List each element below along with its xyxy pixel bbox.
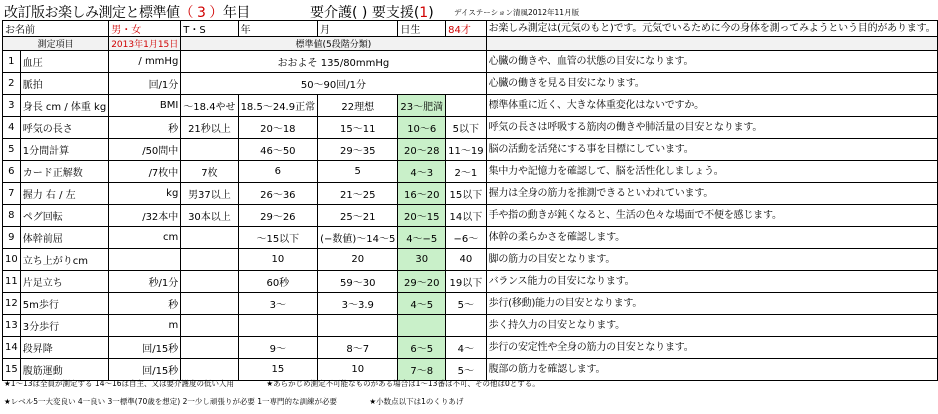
level-cell: 10 <box>238 249 318 271</box>
level-cell: 16〜20 <box>398 183 446 205</box>
level-cell <box>181 249 238 271</box>
level-cell: 7〜8 <box>398 359 446 381</box>
row-unit-field[interactable]: 回/1分 <box>109 73 181 95</box>
row-note: 集中力や記憶力を確認して、脳を活性化しましょう。 <box>486 161 938 183</box>
row-unit-field[interactable]: BMI <box>109 95 181 117</box>
row-note: 脳の活動を活発にする事を目標にしています。 <box>486 139 938 161</box>
row-note: 心臓の働きや、血管の状態の目安になります。 <box>486 51 938 73</box>
level-cell: 4〜5 <box>398 293 446 315</box>
row-note: 腹部の筋力を確認します。 <box>486 359 938 381</box>
level-cell: 6 <box>238 161 318 183</box>
page-title <box>4 2 250 22</box>
year-field[interactable]: 年 <box>238 21 318 37</box>
row-number: 9 <box>3 227 21 249</box>
row-unit-field[interactable] <box>109 249 181 271</box>
title-suffix: 年目 <box>222 5 250 21</box>
row-number: 11 <box>3 271 21 293</box>
note-header <box>486 37 938 51</box>
age-field[interactable]: 84才 <box>446 21 486 37</box>
row-note: 心臓の働きを見る目安になります。 <box>486 73 938 95</box>
row-item: 5m歩行 <box>20 293 108 315</box>
table-row <box>3 271 938 293</box>
level-cell: 23〜肥満 <box>398 95 446 117</box>
row-item: 血圧 <box>20 51 108 73</box>
standard-header: 標準値(5段階分類) <box>181 37 486 51</box>
table-row <box>3 249 938 271</box>
row-item: 体幹前屈 <box>20 227 108 249</box>
level-cell: 11〜19 <box>446 139 486 161</box>
level-cell: 30本以上 <box>181 205 238 227</box>
row-unit-field[interactable]: / mmHg <box>109 51 181 73</box>
item-col-header: 測定項目 <box>3 37 109 51</box>
level-cell: 20〜15 <box>398 205 446 227</box>
care-label: 要介護( ) <box>310 5 368 21</box>
era-field[interactable]: T・S <box>181 21 238 37</box>
row-note: 体幹の柔らかさを確認します。 <box>486 227 938 249</box>
row-number: 14 <box>3 337 21 359</box>
row-unit-field[interactable]: /32本中 <box>109 205 181 227</box>
row-item: 立ち上がりcm <box>20 249 108 271</box>
title-number: （ 3 ） <box>179 5 223 21</box>
footer-line2 <box>4 396 463 407</box>
row-note: 歩く持久力の目安となります。 <box>486 315 938 337</box>
support-close: ) <box>428 5 434 21</box>
level-cell <box>181 271 238 293</box>
level-cell: 40 <box>446 249 486 271</box>
level-cell <box>181 227 238 249</box>
row-item: ペグ回転 <box>20 205 108 227</box>
row-number: 8 <box>3 205 21 227</box>
level-cell: 5 <box>318 161 398 183</box>
level-cell <box>181 293 238 315</box>
row-note: 握力は全身の筋力を推測できるといわれています。 <box>486 183 938 205</box>
level-cell <box>181 337 238 359</box>
level-cell: 〜15以下 <box>238 227 318 249</box>
level-cell: 3〜3.9 <box>318 293 398 315</box>
row-unit-field[interactable]: cm <box>109 227 181 249</box>
row-item: 握力 右 / 左 <box>20 183 108 205</box>
row-item: カード正解数 <box>20 161 108 183</box>
table-row <box>3 161 938 183</box>
table-row <box>3 337 938 359</box>
table-row <box>3 117 938 139</box>
row-item: 片足立ち <box>20 271 108 293</box>
level-cell: 19以下 <box>446 271 486 293</box>
table-row <box>3 205 938 227</box>
support-number: 1 <box>419 5 429 21</box>
row-unit-field[interactable]: /7枚中 <box>109 161 181 183</box>
row-unit-field[interactable]: kg <box>109 183 181 205</box>
level-cell <box>181 139 238 161</box>
level-cell: 22理想 <box>318 95 398 117</box>
level-cell <box>446 95 486 117</box>
footer-line1 <box>4 378 540 389</box>
level-cell: 25〜21 <box>318 205 398 227</box>
row-note: 標準体重に近く、大きな体重変化はないですか。 <box>486 95 938 117</box>
row-number: 3 <box>3 95 21 117</box>
row-note: 歩行の安定性や全身の筋力の目安となります。 <box>486 337 938 359</box>
level-cell: 5〜 <box>446 293 486 315</box>
level-cell: 14以下 <box>446 205 486 227</box>
row-unit-field[interactable]: 回/15秒 <box>109 337 181 359</box>
level-cell: 15〜11 <box>318 117 398 139</box>
row-number: 15 <box>3 359 21 381</box>
row-unit-field[interactable]: 秒 <box>109 293 181 315</box>
level-cell <box>398 315 446 337</box>
level-cell: 4〜3 <box>398 161 446 183</box>
row-item: 3分歩行 <box>20 315 108 337</box>
footer-note1: ★1〜13は全員が測定する 14〜16は自主、又は要介護度の低い人用 <box>4 379 235 388</box>
level-cell: 21〜25 <box>318 183 398 205</box>
footer-note1b: ★あらかじめ測定不可能なものがある場合は1〜13番は不可、その他は0とする。 <box>266 379 540 388</box>
name-label: お名前 <box>3 21 109 37</box>
table-row <box>3 95 938 117</box>
table-row <box>3 315 938 337</box>
level-cell: 46〜50 <box>238 139 318 161</box>
level-cell: 2〜1 <box>446 161 486 183</box>
level-cell: 18.5〜24.9正常 <box>238 95 318 117</box>
footer-note2b: ★小数点以下は1のくりあげ <box>369 397 464 406</box>
row-item: 腹筋運動 <box>20 359 108 381</box>
row-note: 手や指の動きが鈍くなると、生活の色々な場面で不便を感じます。 <box>486 205 938 227</box>
row-item: 1分間計算 <box>20 139 108 161</box>
standard-cell: 50〜90回/1分 <box>181 73 486 95</box>
intro-note: お楽しみ測定は(元気のもと)です。元気でいるために今の身体を測ってみようという目的があります。 <box>486 21 938 37</box>
row-item: 脈拍 <box>20 73 108 95</box>
title-prefix: 改訂版お楽しみ測定と標準値 <box>4 5 180 21</box>
row-item: 呼気の長さ <box>20 117 108 139</box>
level-cell: 5以下 <box>446 117 486 139</box>
table-row <box>3 183 938 205</box>
level-cell: 6〜5 <box>398 337 446 359</box>
row-number: 10 <box>3 249 21 271</box>
level-cell: 29〜20 <box>398 271 446 293</box>
table-row <box>3 51 938 73</box>
level-cell: 15 <box>238 359 318 381</box>
table-row <box>3 227 938 249</box>
row-note: 歩行(移動)能力の目安となります。 <box>486 293 938 315</box>
sex-field[interactable]: 男・女 <box>109 21 181 37</box>
row-unit-field[interactable]: 秒/1分 <box>109 271 181 293</box>
level-cell <box>446 315 486 337</box>
row-note: 脚の筋力の目安となります。 <box>486 249 938 271</box>
support-label: 要支援( <box>371 5 420 21</box>
standard-cell: おおよそ 135/80mmHg <box>181 51 486 73</box>
level-cell: (−数値)〜14〜5 <box>318 227 398 249</box>
row-number: 6 <box>3 161 21 183</box>
level-cell: 9〜 <box>238 337 318 359</box>
level-cell: 10 <box>318 359 398 381</box>
row-number: 4 <box>3 117 21 139</box>
level-cell: 男37以上 <box>181 183 238 205</box>
row-note: 呼気の長さは呼吸する筋肉の働きや肺活量の目安となります。 <box>486 117 938 139</box>
row-note: バランス能力の目安になります。 <box>486 271 938 293</box>
level-cell: 59〜30 <box>318 271 398 293</box>
level-cell: −6〜 <box>446 227 486 249</box>
row-unit-field[interactable]: /50問中 <box>109 139 181 161</box>
table-row <box>3 139 938 161</box>
level-cell <box>181 315 238 337</box>
level-cell: 20〜28 <box>398 139 446 161</box>
row-number: 1 <box>3 51 21 73</box>
level-cell: 〜18.4やせ <box>181 95 238 117</box>
level-cell: 5〜 <box>446 359 486 381</box>
row-number: 13 <box>3 315 21 337</box>
row-number: 7 <box>3 183 21 205</box>
row-unit-field[interactable]: m <box>109 315 181 337</box>
level-cell: 7枚 <box>181 161 238 183</box>
footer-note2: ★レベル5一大変良い 4一良い 3一標準(70歳を想定) 2一少し頑張りが必要 1一専門的な訓練が必要 <box>4 397 338 406</box>
measurement-rows <box>3 51 938 381</box>
measurement-table <box>2 20 938 381</box>
level-cell: 3〜 <box>238 293 318 315</box>
station-label: デイステーション清風2012年11月版 <box>454 8 580 17</box>
row-item: 身長 cm / 体重 kg <box>20 95 108 117</box>
row-item: 段昇降 <box>20 337 108 359</box>
level-cell: 29〜26 <box>238 205 318 227</box>
level-cell: 26〜36 <box>238 183 318 205</box>
row-number: 2 <box>3 73 21 95</box>
row-unit-field[interactable]: 回/15秒 <box>109 359 181 381</box>
level-cell: 30 <box>398 249 446 271</box>
table-row <box>3 293 938 315</box>
month-field[interactable]: 月 <box>318 21 398 37</box>
level-cell <box>238 315 318 337</box>
row-number: 5 <box>3 139 21 161</box>
row-number: 12 <box>3 293 21 315</box>
level-cell: 20 <box>318 249 398 271</box>
level-cell: 60秒 <box>238 271 318 293</box>
level-cell: 29〜35 <box>318 139 398 161</box>
care-level <box>310 2 434 22</box>
level-cell <box>318 315 398 337</box>
level-cell: 4〜 <box>446 337 486 359</box>
level-cell: 20〜18 <box>238 117 318 139</box>
row-unit-field[interactable]: 秒 <box>109 117 181 139</box>
day-field[interactable]: 日生 <box>398 21 446 37</box>
date-header: 2013年1月15日 <box>109 37 181 51</box>
level-cell: 8〜7 <box>318 337 398 359</box>
level-cell: 4〜−5 <box>398 227 446 249</box>
level-cell: 21秒以上 <box>181 117 238 139</box>
level-cell: 10〜6 <box>398 117 446 139</box>
level-cell: 15以下 <box>446 183 486 205</box>
table-row <box>3 73 938 95</box>
